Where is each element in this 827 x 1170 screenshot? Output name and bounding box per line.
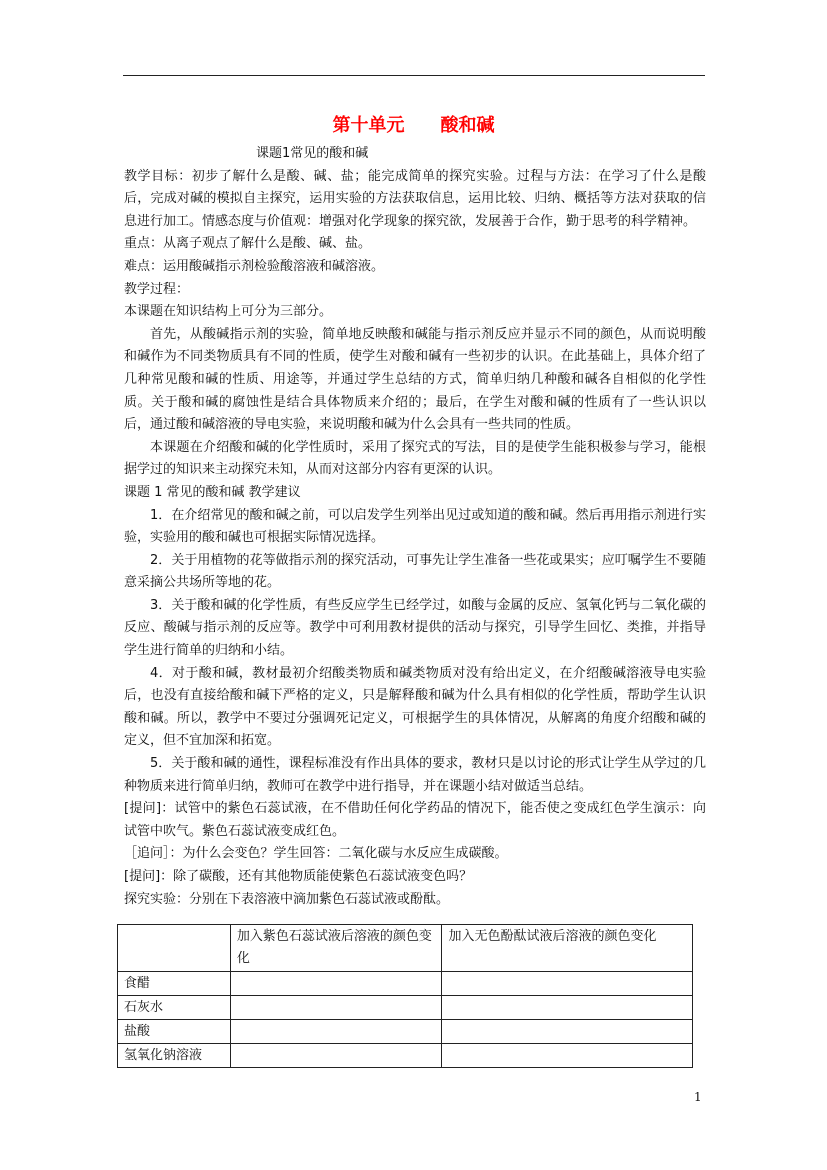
suggestion-item-3: 3．关于酸和碱的化学性质，有些反应学生已经学过，如酸与金属的反应、氢氧化钙与二氧化碳的反应、酸碱与指示剂的反应等。教学中可利用教材提供的活动与探究，引导学生回忆、类推，并指导学生进行简单的归纳和小结。 bbox=[124, 597, 706, 659]
table-cell bbox=[442, 972, 693, 996]
table-row bbox=[118, 972, 693, 996]
paragraph-first: 首先，从酸碱指示剂的实验，简单地反映酸和碱能与指示剂反应并显示不同的颜色，从而说明酸和碱作为不同类物质具有不同的性质，使学生对酸和碱有一些初步的认识。在此基础上，具体介绍了几种常见酸和碱的性质、用途等，并通过学生总结的方式，简单归纳几种酸和碱各自相似的化学性质。关于酸和碱的腐蚀性是结合具体物质来介绍的；最后，在学生对酸和碱的性质有了一些认识以后，通过酸和碱溶液的导电实验，来说明酸和碱为什么会具有一些共同的性质。 bbox=[124, 326, 706, 433]
page-title: 第十单元 酸和碱 bbox=[332, 115, 495, 136]
table-cell: 食醋 bbox=[118, 972, 231, 996]
table-header-cell bbox=[118, 925, 231, 972]
table-cell bbox=[442, 1020, 693, 1044]
table-cell bbox=[230, 996, 442, 1020]
table-cell bbox=[230, 972, 442, 996]
paragraph-objectives: 教学目标：初步了解什么是酸、碱、盐；能完成简单的探究实验。过程与方法：在学习了什么是酸后，完成对碱的模拟自主探究，运用实验的方法获取信息，运用比较、归纳、概括等方法对获取的信息进行加工。情感态度与价值观：增强对化学现象的探究欲，发展善于合作，勤于思考的科学精神。 bbox=[124, 168, 706, 229]
suggestion-item-2: 2．关于用植物的花等做指示剂的探究活动，可事先让学生准备一些花或果实；应叮嘱学生不要随意采摘公共场所等地的花。 bbox=[124, 552, 706, 591]
indicator-table bbox=[117, 924, 693, 1068]
paragraph-key-point: 重点：从离子观点了解什么是酸、碱、盐。 bbox=[124, 236, 372, 252]
paragraph-suggestion-heading: 课题 1 常见的酸和碱 教学建议 bbox=[124, 484, 301, 500]
paragraph-inquiry: 本课题在介绍酸和碱的化学性质时，采用了探究式的写法，目的是使学生能积极参与学习，能根据学过的知识来主动探究未知，从而对这部分内容有更深的认识。 bbox=[124, 439, 706, 478]
document-body bbox=[124, 143, 706, 911]
table-header-cell: 加入紫色石蕊试液后溶液的颜色变化 bbox=[230, 925, 442, 972]
table-cell bbox=[230, 1044, 442, 1068]
suggestion-item-5: 5．关于酸和碱的通性，课程标准没有作出具体的要求，教材只是以讨论的形式让学生从学过的几种物质来进行简单归纳，教师可在教学中进行指导，并在课题小结对做适当总结。 bbox=[124, 756, 706, 794]
table-cell bbox=[442, 1044, 693, 1068]
paragraph-structure: 本课题在知识结构上可分为三部分。 bbox=[124, 304, 333, 320]
table-header-cell: 加入无色酚酞试液后溶液的颜色变化 bbox=[442, 925, 693, 972]
page-number: 1 bbox=[694, 1090, 702, 1104]
paragraph-process-heading: 教学过程： bbox=[124, 281, 190, 297]
question-2: [提问]：除了碳酸，还有其他物质能使紫色石蕊试液变色吗？ bbox=[124, 869, 473, 884]
experiment-intro: 探究实验：分别在下表溶液中滴加紫色石蕊试液或酚酞。 bbox=[124, 891, 450, 907]
table-cell: 氢氧化钠溶液 bbox=[118, 1044, 231, 1068]
header-rule bbox=[123, 75, 705, 76]
table-header-row bbox=[118, 925, 693, 972]
table-cell bbox=[230, 1020, 442, 1044]
suggestion-item-1: 1．在介绍常见的酸和碱之前，可以启发学生列举出见过或知道的酸和碱。然后再用指示剂进行实验，实验用的酸和碱也可根据实际情况选择。 bbox=[124, 507, 706, 546]
follow-up-question: ［追问］：为什么会变色？学生回答：二氧化碳与水反应生成碳酸。 bbox=[124, 846, 508, 862]
question-1: [提问]：试管中的紫色石蕊试液，在不借助任何化学药品的情况下，能否使之变成红色学生演示：向试管中吹气。紫色石蕊试液变成红色。 bbox=[124, 801, 706, 839]
paragraph-difficulty: 难点：运用酸碱指示剂检验酸溶液和碱溶液。 bbox=[124, 258, 385, 274]
table-cell: 石灰水 bbox=[118, 996, 231, 1020]
suggestion-item-4: 4．对于酸和碱，教材最初介绍酸类物质和碱类物质对没有给出定义，在介绍酸碱溶液导电实验后，也没有直接给酸和碱下严格的定义，只是解释酸和碱为什么具有相似的化学性质，帮助学生认识酸和碱。所以，教学中不要过分强调死记定义，可根据学生的具体情况，从解离的角度介绍酸和碱的定义，但不宜加深和拓宽。 bbox=[124, 665, 706, 749]
table-cell: 盐酸 bbox=[118, 1020, 231, 1044]
lesson-subtitle: 课题1常见的酸和碱 bbox=[256, 146, 369, 161]
table-row bbox=[118, 1044, 693, 1068]
table-row bbox=[118, 1020, 693, 1044]
table-row bbox=[118, 996, 693, 1020]
table-cell bbox=[442, 996, 693, 1020]
